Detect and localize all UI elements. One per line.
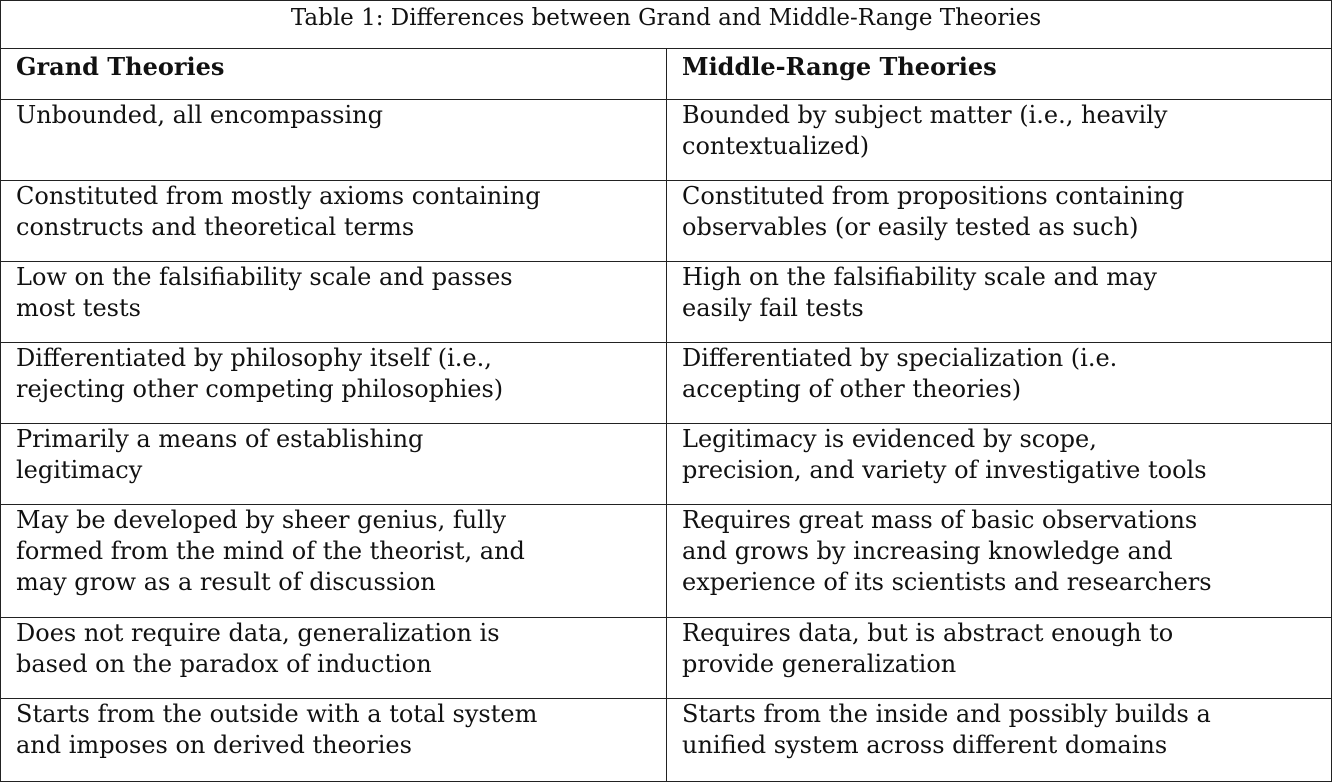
grand-cell: Does not require data, generalization is based on the paradox of induction [1,618,667,698]
grand-cell: Low on the falsifiability scale and passes most tests [1,262,667,342]
table-row [1,424,1331,505]
grand-cell: Starts from the outside with a total system and imposes on derived theories [1,699,667,781]
middle-cell: Constituted from propositions containing observables (or easily tested as such) [682,182,1185,241]
grand-cell: Primarily a means of establishing legitimacy [1,424,667,504]
table-row [1,699,1331,781]
middle-cell: Differentiated by specialization (i.e. accepting of other theories) [682,344,1118,403]
table-caption: Table 1: Differences between Grand and Middle-Range Theories [1,1,1331,49]
table-header-row [1,49,1331,100]
table-row [1,181,1331,262]
middle-cell: Starts from the inside and possibly builds a unified system across different domains [682,700,1211,759]
grand-cell: Unbounded, all encompassing [1,100,667,180]
grand-cell: May be developed by sheer genius, fully formed from the mind of the theorist, and may grow as a result of discussion [1,505,667,617]
header-grand-theories: Grand Theories [1,49,667,99]
header-middle-range-theories: Middle-Range Theories [682,52,997,81]
middle-cell: Requires data, but is abstract enough to provide generalization [682,619,1174,678]
grand-cell: Constituted from mostly axioms containing constructs and theoretical terms [1,181,667,261]
table-row [1,100,1331,181]
table-row [1,505,1331,618]
table-row [1,262,1331,343]
middle-cell: High on the falsifiability scale and may easily fail tests [682,263,1157,322]
middle-cell: Legitimacy is evidenced by scope, precision, and variety of investigative tools [682,425,1207,484]
table-row [1,343,1331,424]
middle-cell: Requires great mass of basic observations and grows by increasing knowledge and experience of its scientists and researchers [682,506,1212,596]
table-row [1,618,1331,699]
middle-cell: Bounded by subject matter (i.e., heavily contextualized) [682,101,1168,160]
grand-cell: Differentiated by philosophy itself (i.e., rejecting other competing philosophies) [1,343,667,423]
